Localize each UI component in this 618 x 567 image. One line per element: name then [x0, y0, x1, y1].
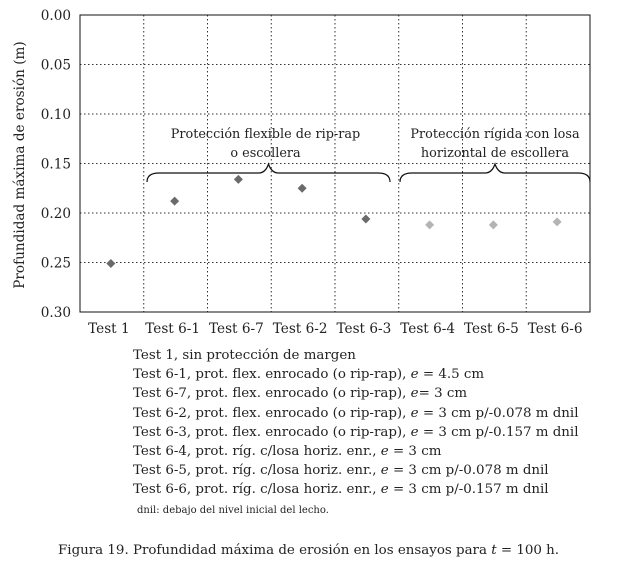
legend-item: Test 6-4, prot. ríg. c/losa horiz. enr., e = 3 cm	[133, 444, 442, 460]
y-tick-label: 0.00	[40, 8, 71, 24]
y-axis-label: Profundidad máxima de erosión (m)	[12, 41, 28, 289]
x-tick-label: Test 6-4	[400, 321, 455, 337]
group-brace	[147, 164, 390, 182]
data-point	[234, 175, 243, 184]
group-annotation-label: horizontal de escollera	[420, 146, 570, 161]
x-axis-ticks	[88, 321, 582, 337]
figure-caption: Figura 19. Profundidad máxima de erosión en los ensayos para t = 100 h.	[58, 543, 560, 558]
y-tick-label: 0.05	[40, 57, 71, 74]
legend-item: Test 1, sin protección de margen	[133, 348, 356, 363]
y-tick-label: 0.15	[40, 156, 71, 173]
group-annotation-label: Protección rígida con losa	[410, 127, 580, 142]
data-point	[553, 217, 562, 226]
y-tick-label: 0.30	[40, 305, 71, 321]
legend-item: Test 6-7, prot. flex. enrocado (o rip-rap), e= 3 cm	[133, 386, 468, 402]
y-tick-label: 0.25	[40, 255, 71, 272]
group-annotation-label: Protección flexible de rip-rap	[170, 127, 361, 142]
data-point	[298, 184, 307, 193]
legend-item: Test 6-1, prot. flex. enrocado (o rip-rap), e = 4.5 cm	[133, 367, 485, 383]
x-tick-label: Test 6-6	[527, 321, 583, 337]
data-point	[489, 220, 498, 229]
x-tick-label: Test 6-7	[209, 321, 264, 337]
y-tick-label: 0.20	[40, 206, 71, 222]
y-tick-label: 0.10	[40, 107, 71, 123]
gridlines	[80, 15, 590, 312]
data-point	[170, 197, 179, 206]
group-brace	[400, 164, 590, 182]
legend-item: Test 6-5, prot. ríg. c/losa horiz. enr., e = 3 cm p/-0.078 m dnil	[133, 463, 549, 479]
legend	[133, 346, 578, 500]
data-points	[106, 175, 561, 268]
data-point	[106, 259, 115, 268]
data-point	[425, 220, 434, 229]
group-brackets	[147, 127, 590, 182]
x-tick-label: Test 6-3	[336, 321, 392, 337]
legend-item: Test 6-2, prot. flex. enrocado (o rip-rap), e = 3 cm p/-0.078 m dnil	[133, 405, 579, 421]
legend-item: Test 6-6, prot. ríg. c/losa horiz. enr., e = 3 cm p/-0.157 m dnil	[133, 482, 549, 498]
footnote: dnil: debajo del nivel inicial del lecho.	[137, 505, 329, 516]
legend-item: Test 6-3, prot. flex. enrocado (o rip-rap), e = 3 cm p/-0.157 m dnil	[133, 424, 579, 440]
x-tick-label: Test 1	[88, 321, 130, 337]
x-tick-label: Test 6-5	[464, 321, 519, 337]
x-tick-label: Test 6-1	[145, 321, 200, 337]
data-point	[361, 214, 370, 223]
group-annotation-label: o escollera	[230, 146, 301, 161]
y-axis-ticks	[41, 8, 71, 321]
x-tick-label: Test 6-2	[272, 321, 328, 337]
